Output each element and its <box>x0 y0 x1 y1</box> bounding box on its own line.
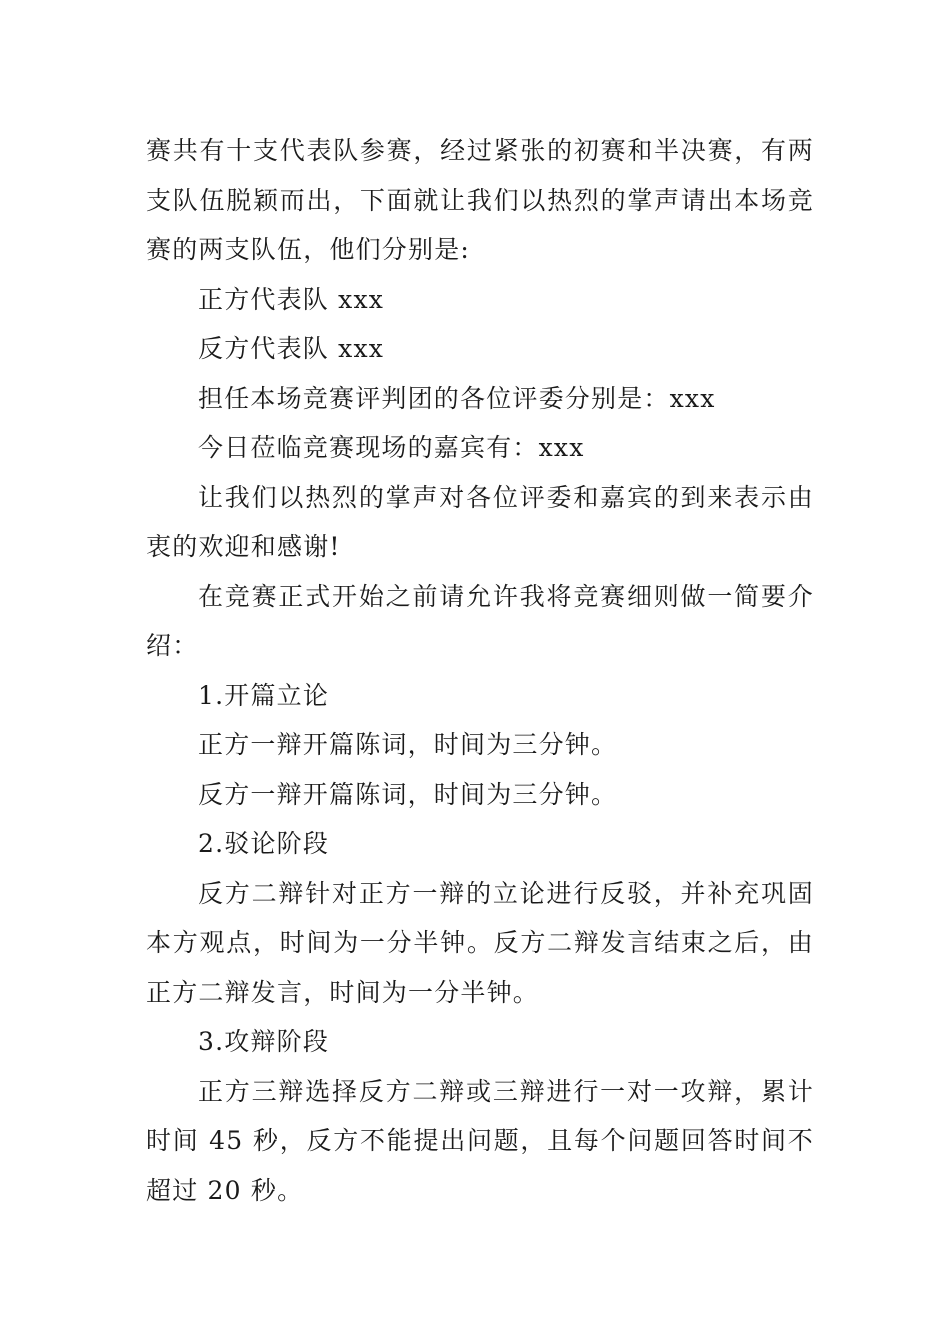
paragraph-negative-opening: 反方一辩开篇陈词，时间为三分钟。 <box>198 779 618 809</box>
paragraph-affirmative-opening: 正方一辩开篇陈词，时间为三分钟。 <box>198 730 618 759</box>
paragraph-affirmative-team: 正方代表队 xxx <box>198 284 385 314</box>
section-heading-cross-exam: 3.攻辩阶段 <box>198 1027 330 1056</box>
section-heading-opening: 1.开篇立论 <box>198 680 330 710</box>
paragraph-negative-team: 反方代表队 xxx <box>198 334 385 363</box>
paragraph-cross-exam-rules: 正方三辩选择反方二辩或三辩进行一对一攻辩，累计时间 45 秒，反方不能提出问题，且每个问题回答时间不超过 20 秒。 <box>146 1076 814 1205</box>
document-body <box>146 126 814 1215</box>
paragraph-guests: 今日莅临竞赛现场的嘉宾有：xxx <box>198 433 585 462</box>
paragraph-welcome: 让我们以热烈的掌声对各位评委和嘉宾的到来表示由衷的欢迎和感谢! <box>146 482 814 561</box>
paragraph-judges: 担任本场竞赛评判团的各位评委分别是：xxx <box>198 383 716 413</box>
paragraph-rebuttal-rules: 反方二辩针对正方一辩的立论进行反驳，并补充巩固本方观点，时间为一分半钟。反方二辩发言结束之后，由正方二辩发言，时间为一分半钟。 <box>146 878 814 1007</box>
paragraph-intro: 赛共有十支代表队参赛，经过紧张的初赛和半决赛，有两支队伍脱颖而出，下面就让我们以热烈的掌声请出本场竞赛的两支队伍，他们分别是: <box>146 136 814 264</box>
section-heading-rebuttal: 2.驳论阶段 <box>198 829 330 858</box>
paragraph-rules-intro: 在竞赛正式开始之前请允许我将竞赛细则做一简要介绍： <box>146 581 814 660</box>
